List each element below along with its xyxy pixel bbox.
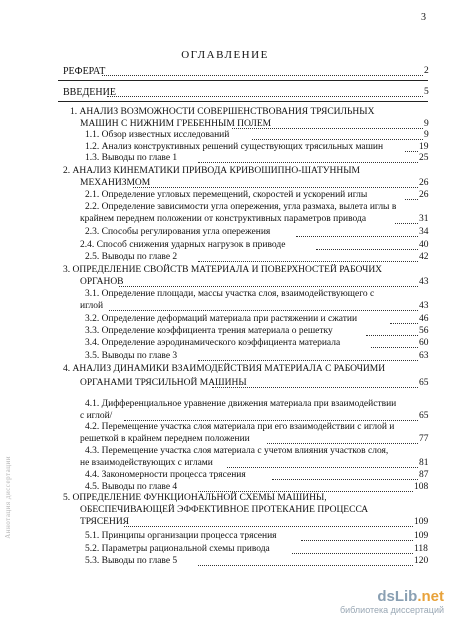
toc-entry-s3_4-page: 60 [419,338,429,348]
toc-entry-ch2-page: 26 [419,178,429,188]
toc-dot-leader [227,467,418,468]
watermark-logo-b: .net [417,588,444,605]
toc-entry-s2_5-line: 2.5. Выводы по главе 2 [85,252,178,262]
toc-entry-s1_1-page: 9 [424,130,429,140]
toc-dot-leader [198,491,413,492]
toc-dot-leader [296,236,418,237]
toc-dot-leader [232,128,423,129]
toc-entry-ch5-line: ОБЕСПЕЧИВАЮЩЕЙ ЭФФЕКТИВНОЕ ПРОТЕКАНИЕ ПРОЦЕССА [80,505,369,515]
toc-dot-leader [405,199,418,200]
toc-entry-ch5-line: 5. ОПРЕДЕЛЕНИЕ ФУНКЦИОНАЛЬНОЙ СХЕМЫ МАШИНЫ, [63,493,327,503]
toc-entry-ch3-line: 3. ОПРЕДЕЛЕНИЕ СВОЙСТВ МАТЕРИАЛА И ПОВЕРХНОСТЕЙ РАБОЧИХ [63,265,383,275]
toc-entry-s3_1-line: иглой [80,301,104,311]
toc-entry-s5_1-line: 5.1. Принципы организации процесса трясения [85,531,277,541]
toc-entry-s3_4-line: 3.4. Определение аэродинамического коэффициента материала [85,338,341,348]
toc-rule [58,80,428,81]
toc-entry-s4_5-page: 108 [414,482,429,492]
toc-dot-leader [124,526,413,527]
toc-entry-s4_5-line: 4.5. Выводы по главе 4 [85,482,178,492]
toc-entry-ch4-line: ОРГАНАМИ ТРЯСИЛЬНОЙ МАШИНЫ [80,378,247,388]
toc-entry-ch1-page: 9 [424,119,429,129]
toc-dot-leader [395,223,418,224]
toc-entry-s4_3-page: 81 [419,458,429,468]
toc-entry-vvedenie-line: ВВЕДЕНИЕ [63,87,116,98]
toc-dot-leader [102,75,423,76]
toc-entry-s1_2-page: 19 [419,142,429,152]
watermark-logo [340,588,444,605]
toc-dot-leader [198,162,418,163]
toc-dot-leader [267,443,418,444]
toc-dot-leader [405,151,418,152]
toc-dot-leader [316,249,418,250]
toc-entry-s5_2-line: 5.2. Параметры рациональной схемы привода [85,544,270,554]
toc-entry-s5_2-page: 118 [414,544,428,554]
toc-entry-s1_3-page: 25 [419,153,429,163]
toc-entry-referat-page: 2 [424,66,429,76]
toc-entry-s4_3-line: 4.3. Перемещение участка слоя материала с учетом влияния участков слоя, [85,446,389,456]
toc-entry-s5_3-line: 5.3. Выводы по главе 5 [85,556,178,566]
toc-entry-s2_3-page: 34 [419,227,429,237]
toc-entry-ch2-line: 2. АНАЛИЗ КИНЕМАТИКИ ПРИВОДА КРИВОШИПНО-ШАТУННЫМ [63,166,360,176]
toc-entry-ch3-page: 43 [419,277,429,287]
toc-entry-s3_2-page: 46 [419,314,429,324]
toc-entry-s2_1-line: 2.1. Определение угловых перемещений, скоростей и ускорений иглы [85,190,368,200]
watermark-subtitle: библиотека диссертаций [339,605,444,615]
toc-entry-s2_2-line: крайнем переднем положении от конструктивных параметров привода [80,214,367,224]
toc-dot-leader [109,310,418,311]
toc-dot-leader [198,261,418,262]
toc-dot-leader [198,360,418,361]
page-title: ОГЛАВЛЕНИЕ [181,49,269,61]
toc-dot-leader [124,420,418,421]
toc-entry-s4_1-page: 65 [419,411,429,421]
page-number: 3 [421,12,426,23]
toc-entry-s1_2-line: 1.2. Анализ конструктивных решений существующих трясильных машин [85,142,384,152]
toc-entry-s2_2-line: 2.2. Определение зависимости угла опережения, угла размаха, вылета иглы в [85,202,397,212]
side-stamp-text: Аннотация диссертации [4,456,12,539]
toc-entry-ch4-page: 65 [419,378,429,388]
toc-entry-s2_3-line: 2.3. Способы регулирования угла опережения [85,227,271,237]
toc-entry-s3_2-line: 3.2. Определение деформаций материала при растяжении и сжатии [85,314,358,324]
toc-entry-s4_2-page: 77 [419,434,429,444]
toc-dot-leader [371,347,418,348]
toc-entry-ch2-line: МЕХАНИЗМОМ [80,178,151,188]
toc-dot-leader [107,96,423,97]
toc-entry-s3_5-page: 63 [419,351,429,361]
watermark-logo-a: dsLib [377,588,418,605]
toc-entry-s4_4-line: 4.4. Закономерности процесса трясения [85,470,246,480]
toc-dot-leader [272,479,418,480]
toc-dot-leader [390,323,418,324]
toc-entry-s2_4-page: 40 [419,240,429,250]
toc-entry-s4_4-page: 87 [419,470,429,480]
toc-entry-referat-line: РЕФЕРАТ [63,66,106,77]
toc-entry-s1_3-line: 1.3. Выводы по главе 1 [85,153,178,163]
toc-entry-s3_3-line: 3.3. Определение коэффициента трения материала о решетку [85,326,333,336]
toc-dot-leader [366,335,418,336]
toc-entry-s2_4-line: 2.4. Способ снижения ударных нагрузок в приводе [80,240,286,250]
toc-dot-leader [198,565,413,566]
toc-entry-vvedenie-page: 5 [424,87,429,97]
toc-dot-leader [133,187,418,188]
toc-entry-s4_2-line: решеткой в крайнем переднем положении [80,434,250,444]
toc-entry-s3_1-page: 43 [419,301,429,311]
toc-entry-ch1-line: 1. АНАЛИЗ ВОЗМОЖНОСТИ СОВЕРШЕНСТВОВАНИЯ ТРЯСИЛЬНЫХ [70,107,375,117]
toc-dot-leader [119,286,418,287]
toc-entry-s3_3-page: 56 [419,326,429,336]
toc-dot-leader [301,540,413,541]
toc-dot-leader [212,387,418,388]
toc-entry-ch1-line: МАШИН С НИЖНИМ ГРЕБЕННЫМ ПОЛЕМ [80,119,272,129]
toc-entry-s2_2-page: 31 [419,214,429,224]
toc-entry-s1_1-line: 1.1. Обзор известных исследований [85,130,230,140]
toc-entry-s4_2-line: 4.2. Перемещение участка слоя материала при его взаимодействии с иглой и [85,422,395,432]
toc-entry-ch3-line: ОРГАНОВ [80,277,124,287]
toc-entry-s2_5-page: 42 [419,252,429,262]
toc-entry-s2_1-page: 26 [419,190,429,200]
toc-entry-s4_3-line: не взаимодействующих с иглами [80,458,213,468]
toc-entry-s4_1-line: 4.1. Дифференциальное уравнение движения материала при взаимодействии [85,399,397,409]
toc-entry-s5_3-page: 120 [414,556,429,566]
watermark [340,588,444,615]
toc-entry-ch4-line: 4. АНАЛИЗ ДИНАМИКИ ВЗАИМОДЕЙСТВИЯ МАТЕРИАЛА С РАБОЧИМИ [63,364,386,374]
toc-entry-ch5-line: ТРЯСЕНИЯ [80,517,130,527]
toc-entry-s4_1-line: с иглой/ [80,411,113,421]
toc-rule [58,101,428,102]
toc-dot-leader [252,139,423,140]
toc-entry-s3_5-line: 3.5. Выводы по главе 3 [85,351,178,361]
toc-dot-leader [292,553,413,554]
toc-entry-s5_1-page: 109 [414,531,429,541]
toc-entry-s3_1-line: 3.1. Определение площади, массы участка слоя, взаимодействующего с [85,289,375,299]
toc-entry-ch5-page: 109 [414,517,429,527]
